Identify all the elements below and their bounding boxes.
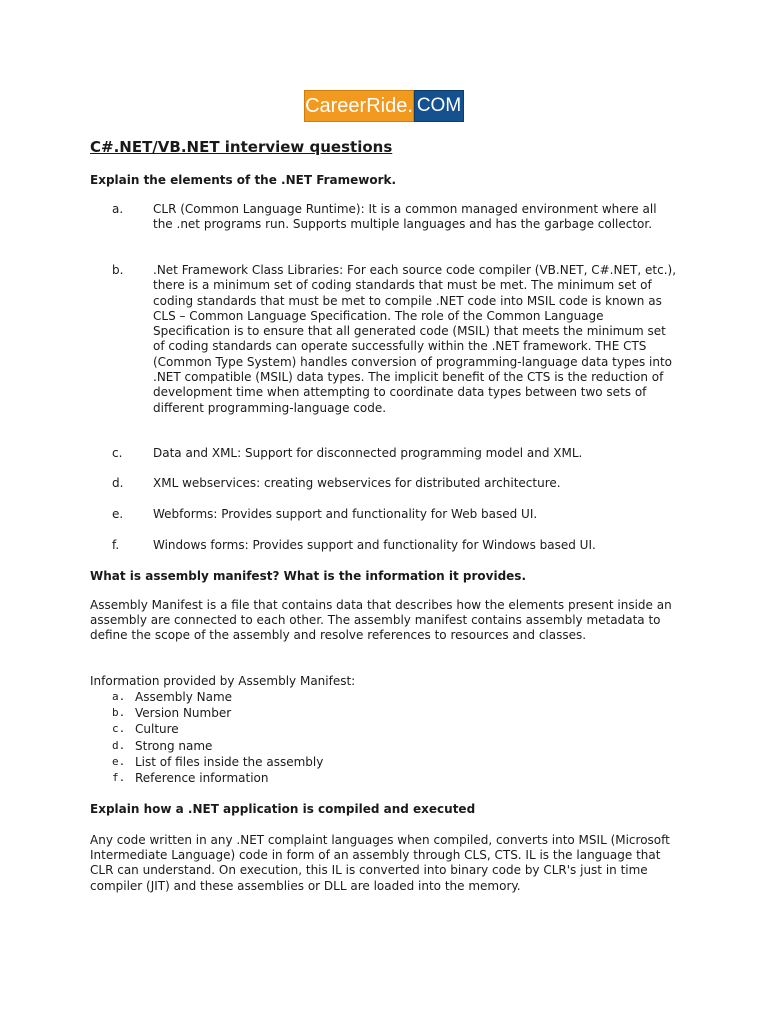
item-label: a.	[112, 202, 124, 216]
logo-left: CareerRide.	[304, 90, 414, 122]
list-item	[112, 754, 323, 770]
item-text: .Net Framework Class Libraries: For each source code compiler (VB.NET, C#.NET, etc.), there is a minimum set of coding standards that must be met. The minimum set of coding standards that must be met to compile .NET code into MSIL code is known as CLS – Common Language Specification. The role of the Common Language Specification is to ensure that all generated code (MSIL) that meets the minimum set of coding standards can operate successfully within the .NET framework. THE CTS (Common Type System) handles conversion of programming-language data types into .NET compatible (MSIL) data types. The implicit benefit of the CTS is the reduction of development time when attempting to coordinate data types between two sets of different programming-language code.	[153, 263, 677, 415]
item-label: f.	[112, 538, 120, 552]
item-text: Windows forms: Provides support and functionality for Windows based UI.	[153, 538, 596, 552]
list-item	[112, 770, 269, 786]
list-item	[112, 689, 232, 705]
item-label: b.	[112, 706, 126, 719]
careerride-logo	[304, 90, 464, 122]
item-label: d.	[112, 739, 126, 752]
item-label: d.	[112, 476, 124, 490]
manifest-info-intro: Information provided by Assembly Manifest:	[90, 674, 356, 688]
list-item	[112, 263, 677, 416]
item-label: f.	[112, 771, 126, 784]
question-3-heading: Explain how a .NET application is compiled and executed	[90, 802, 476, 816]
item-label: e.	[112, 755, 126, 768]
item-label: c.	[112, 722, 126, 735]
item-text: XML webservices: creating webservices for distributed architecture.	[153, 476, 561, 490]
item-text: Strong name	[135, 739, 213, 753]
list-item	[112, 202, 677, 233]
item-label: e.	[112, 507, 124, 521]
list-item	[112, 705, 231, 721]
item-text: Webforms: Provides support and functionality for Web based UI.	[153, 507, 538, 521]
item-text: Reference information	[135, 771, 269, 785]
list-item	[112, 507, 677, 522]
list-item	[112, 446, 677, 461]
question-1-heading: Explain the elements of the .NET Framework.	[90, 173, 397, 187]
list-item	[112, 538, 677, 553]
logo-right: COM	[414, 90, 464, 122]
item-text: Culture	[135, 722, 179, 736]
list-item	[112, 476, 677, 491]
page-title: C#.NET/VB.NET interview questions	[90, 138, 393, 156]
item-label: c.	[112, 446, 123, 460]
compile-paragraph: Any code written in any .NET complaint languages when compiled, converts into MSIL (Microsoft Intermediate Language) code in form of an assembly through CLS, CTS. IL is the language that CLR can understand. On execution, this IL is converted into binary code by CLR's just in time compiler (JIT) and these assemblies or DLL are loaded into the memory.	[90, 833, 670, 893]
manifest-paragraph: Assembly Manifest is a file that contains data that describes how the elements present inside an assembly are connected to each other. The assembly manifest contains assembly metadata to define the scope of the assembly and resolve references to resources and classes.	[90, 598, 672, 643]
item-text: List of files inside the assembly	[135, 755, 324, 769]
list-item	[112, 721, 179, 737]
item-label: b.	[112, 263, 124, 277]
item-text: Version Number	[135, 706, 232, 720]
question-2-heading: What is assembly manifest? What is the information it provides.	[90, 569, 527, 583]
item-text: Data and XML: Support for disconnected programming model and XML.	[153, 446, 583, 460]
list-item	[112, 738, 212, 754]
item-text: Assembly Name	[135, 690, 233, 704]
item-label: a.	[112, 690, 126, 703]
item-text: CLR (Common Language Runtime): It is a common managed environment where all the .net programs run. Supports multiple languages and has the garbage collector.	[153, 202, 657, 232]
